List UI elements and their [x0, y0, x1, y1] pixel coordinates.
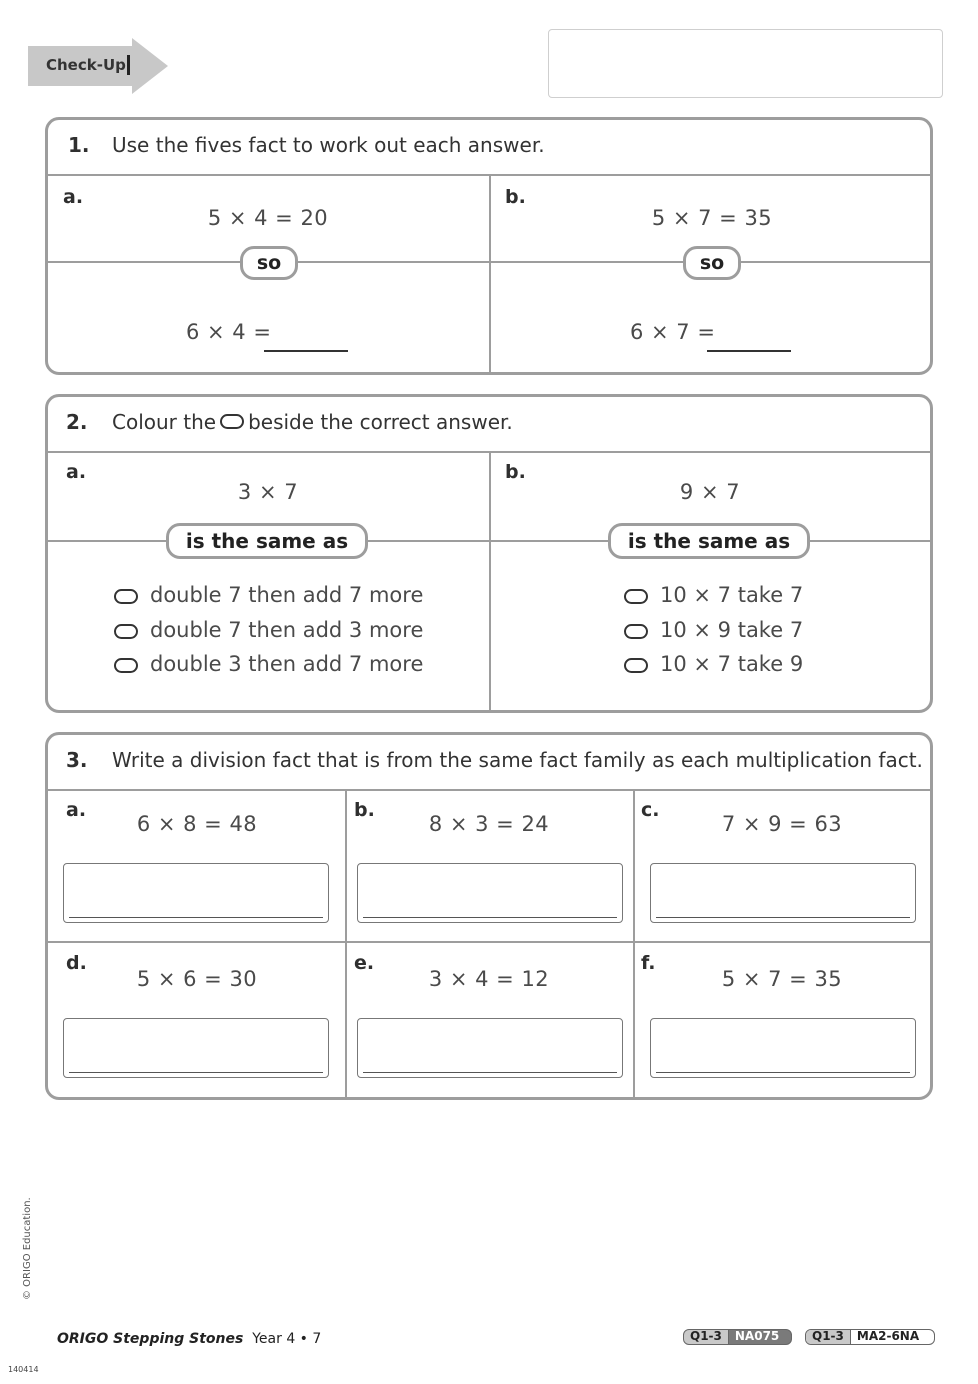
part-letter: c.: [641, 799, 660, 821]
oval-icon[interactable]: [624, 658, 648, 673]
question-2-panel: [45, 394, 933, 713]
multiplication-expression: 3 × 7: [237, 480, 299, 504]
part-letter: a.: [66, 799, 87, 821]
question-expression: 6 × 4 =: [186, 320, 272, 344]
multiplication-fact: 7 × 9 = 63: [721, 812, 843, 836]
answer-box[interactable]: [357, 863, 623, 923]
check-up-label: Check-Up: [46, 56, 126, 74]
answer-box[interactable]: [650, 863, 916, 923]
part-letter: b.: [354, 799, 375, 821]
brand-name: ORIGO Stepping Stones: [57, 1331, 244, 1347]
answer-option[interactable]: double 7 then add 3 more: [114, 615, 423, 645]
answer-box[interactable]: [357, 1018, 623, 1078]
answer-box[interactable]: [63, 1018, 329, 1078]
question-number: 1.: [68, 133, 90, 157]
answer-option[interactable]: 10 × 7 take 9: [624, 649, 803, 679]
part-letter: b.: [505, 186, 526, 208]
part-letter: d.: [66, 952, 87, 974]
question-instruction: Write a division fact that is from the same fact family as each multiplication fact.: [112, 748, 923, 772]
answer-option[interactable]: 10 × 9 take 7: [624, 615, 803, 645]
so-pill: so: [683, 246, 741, 280]
multiplication-fact: 5 × 7 = 35: [721, 967, 843, 991]
answer-option[interactable]: double 7 then add 7 more: [114, 580, 423, 610]
curriculum-badge: Q1-3 MA2-6NA: [805, 1329, 935, 1345]
question-1-panel: [45, 117, 933, 375]
fives-fact: 5 × 4 = 20: [207, 206, 329, 230]
is-the-same-as-pill: is the same as: [608, 523, 810, 559]
question-number: 3.: [66, 748, 88, 772]
copyright-notice: © ORIGO Education.: [22, 1197, 33, 1300]
question-3-panel: [45, 732, 933, 1100]
question-number: 2.: [66, 410, 88, 434]
multiplication-fact: 3 × 4 = 12: [428, 967, 550, 991]
oval-icon: [220, 414, 244, 429]
multiplication-fact: 8 × 3 = 24: [428, 812, 550, 836]
question-expression: 6 × 7 =: [630, 320, 716, 344]
check-up-tag: [28, 38, 168, 94]
question-instruction: Colour the beside the correct answer.: [112, 410, 513, 434]
part-letter: e.: [354, 952, 375, 974]
part-letter: b.: [505, 461, 526, 483]
oval-icon[interactable]: [624, 589, 648, 604]
answer-box[interactable]: [650, 1018, 916, 1078]
answer-blank[interactable]: [264, 350, 348, 352]
year-label: Year 4 • 7: [252, 1331, 322, 1347]
part-letter: a.: [63, 186, 84, 208]
footer-brand: [57, 1331, 321, 1347]
answer-blank[interactable]: [707, 350, 791, 352]
oval-icon[interactable]: [114, 658, 138, 673]
part-letter: a.: [66, 461, 87, 483]
tag-divider: [127, 55, 130, 75]
name-box[interactable]: [548, 29, 943, 98]
is-the-same-as-pill: is the same as: [166, 523, 368, 559]
fives-fact: 5 × 7 = 35: [651, 206, 773, 230]
question-instruction: Use the fives fact to work out each answer.: [112, 133, 545, 157]
oval-icon[interactable]: [114, 624, 138, 639]
curriculum-badge: Q1-3 NA075: [683, 1329, 792, 1345]
answer-option[interactable]: 10 × 7 take 7: [624, 580, 803, 610]
multiplication-fact: 6 × 8 = 48: [136, 812, 258, 836]
multiplication-fact: 5 × 6 = 30: [136, 967, 258, 991]
answer-option[interactable]: double 3 then add 7 more: [114, 649, 423, 679]
answer-box[interactable]: [63, 863, 329, 923]
multiplication-expression: 9 × 7: [679, 480, 741, 504]
oval-icon[interactable]: [114, 589, 138, 604]
oval-icon[interactable]: [624, 624, 648, 639]
divider-line: [48, 261, 930, 263]
document-code: 140414: [8, 1365, 39, 1374]
so-pill: so: [240, 246, 298, 280]
part-letter: f.: [641, 952, 656, 974]
